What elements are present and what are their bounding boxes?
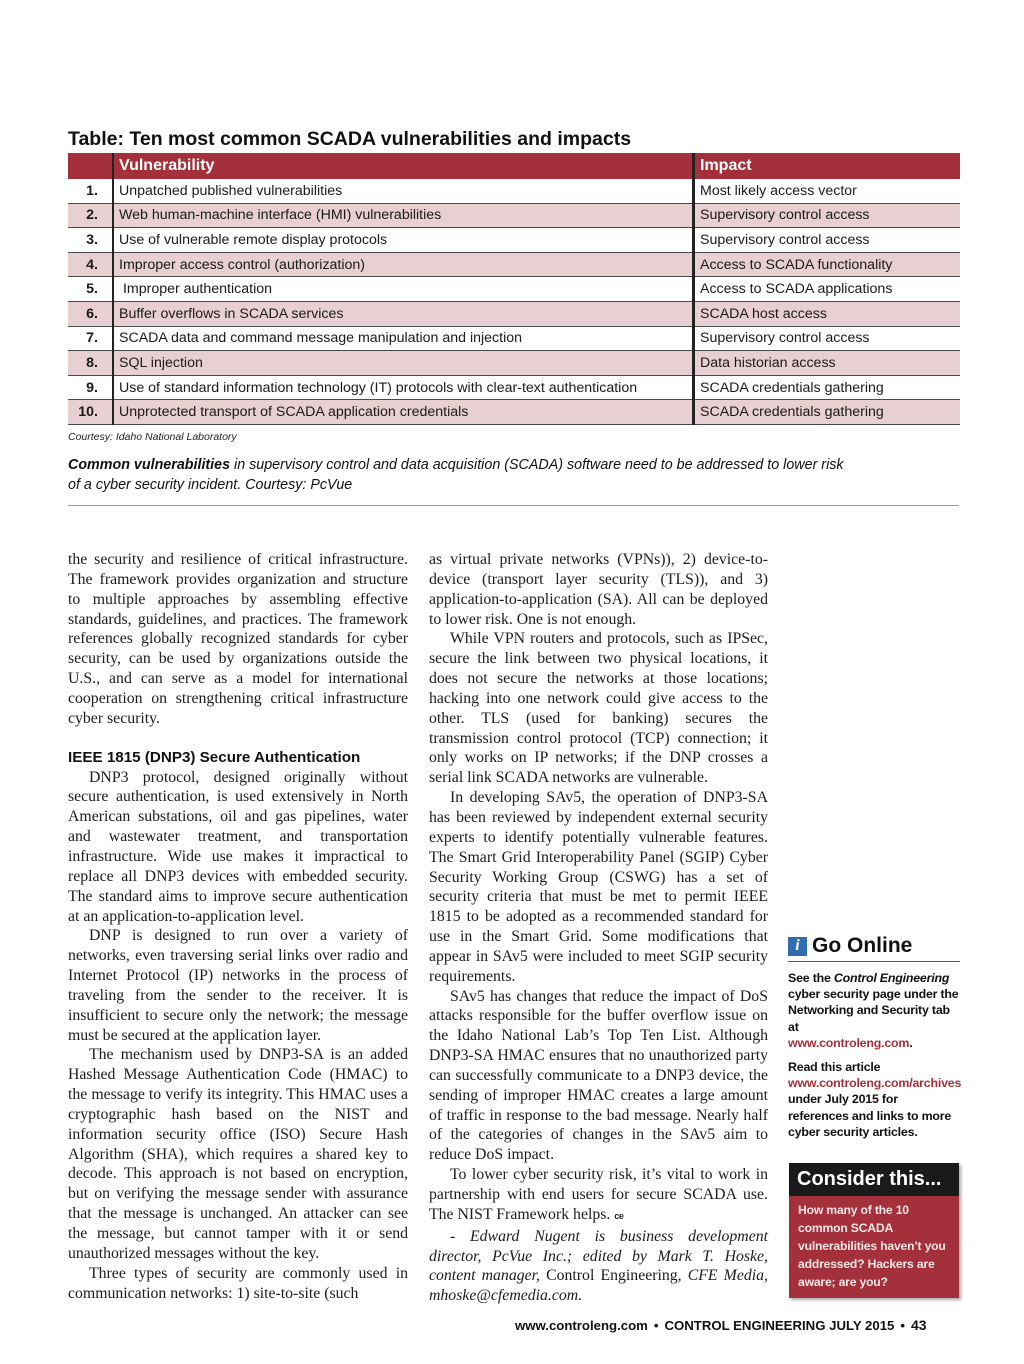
row-impact: Access to SCADA applications <box>694 277 961 302</box>
row-vulnerability: Unprotected transport of SCADA application credentials <box>113 400 694 425</box>
byline-publication: Control Engineering <box>546 1267 678 1285</box>
table-row <box>68 400 960 425</box>
controleng-link[interactable]: www.controleng.com <box>788 1035 910 1050</box>
go-online-text <box>788 970 960 1140</box>
byline-end: , CFE Media, mhoske@cfemedia.com. <box>429 1267 768 1305</box>
row-number: 7. <box>68 326 113 351</box>
row-number: 9. <box>68 375 113 400</box>
sidebar-text-part: Read this article <box>788 1060 881 1075</box>
row-impact: SCADA credentials gathering <box>694 400 961 425</box>
page-footer <box>515 1317 927 1333</box>
table-header-vulnerability: Vulnerability <box>113 153 694 179</box>
row-vulnerability: Unpatched published vulnerabilities <box>113 179 694 203</box>
paragraph: DNP is designed to run over a variety of networks, even traversing serial links over radio and Internet Protocol (IP) networks in the process of traveling from the sender to the receiver. It is insufficient to secure only the network; the message must be secured at the application layer. <box>68 927 408 1044</box>
consider-this-text: How many of the 10 common SCADA vulnerabilities haven’t you addressed? Hackers are aware; are you? <box>798 1203 946 1289</box>
table-row <box>68 326 960 351</box>
sidebar-text-part: . <box>909 1035 913 1050</box>
footer-separator: • <box>653 1318 659 1333</box>
paragraph: The mechanism used by DNP3-SA is an added Hashed Message Authentication Code (HMAC) to the message to verify its integrity. This HMAC uses a cryptographic hash based on the NIST and information security office (ISO) Secure Hash Algorithm (SHA), which requires a shared key to decode. This approach is not based on encryption, but on verifying the message sender with assurance that the message is unchanged. An attacker can see the message, but cannot tamper with it or send unauthorized messages without the key. <box>68 1046 408 1262</box>
row-number: 5. <box>68 277 113 302</box>
table-row <box>68 277 960 302</box>
row-number: 4. <box>68 252 113 277</box>
section-heading: IEEE 1815 (DNP3) Secure Authentication <box>68 748 361 766</box>
table-row <box>68 179 960 203</box>
table-header-number <box>68 153 113 179</box>
paragraph: SAv5 has changes that reduce the impact of DoS attacks responsible for the buffer overflow issue on the Idaho National Lab’s Top Ten List. Although DNP3-SA HMAC ensures that no unauthorized party can successfully communicate to a DNP3 device, the sending of improper HMAC creates a large amount of traffic in response to the bad message. Nearly half of the categories of changes in the SAv5 aim to reduce DoS impact. <box>429 987 768 1164</box>
section-divider <box>68 505 959 506</box>
table-row <box>68 375 960 400</box>
author-byline <box>429 1227 768 1306</box>
paragraph <box>429 1165 768 1227</box>
paragraph: the security and resilience of critical infrastructure. The framework provides organization and structure to multiple approaches by assembling effective standards, guidelines, and practices. The framework references globally recognized standards for cyber security, can be used by organizations outside the U.S., and can serve as a model for international cooperation on strengthening critical infrastructure cyber security. <box>68 551 408 727</box>
table-row <box>68 228 960 253</box>
go-online-header <box>788 934 960 962</box>
footer-separator: • <box>900 1318 905 1333</box>
vulnerability-table <box>68 153 960 425</box>
go-online-title: Go Online <box>812 934 913 957</box>
footer-magazine: CONTROL ENGINEERING JULY 2015 <box>664 1318 895 1333</box>
row-impact: Access to SCADA functionality <box>694 252 961 277</box>
figure-caption <box>68 455 858 495</box>
sidebar-publication-name: Control Engineering <box>833 971 950 985</box>
paragraph: In developing SAv5, the operation of DNP3-SA has been reviewed by independent external security experts to identify potentially vulnerable features. The Smart Grid Interoperability Panel (SGIP) Cyber Security Working Group (CSWG) has a set of security criteria that must be met to permit IEEE 1815 to be adopted as a recommended standard for use in the Smart Grid. Some modifications that appear in SAv5 were included to meet SGIP security requirements. <box>429 789 768 985</box>
row-vulnerability: Buffer overflows in SCADA services <box>113 301 694 326</box>
sidebar-text-part: under July 2015 for references and links to more cyber security articles. <box>788 1092 952 1139</box>
paragraph: DNP3 protocol, designed originally without secure authentication, is used extensively in North American substations, oil and gas pipelines, water and wastewater treatment, and transportation infrastructure. Wide use makes it impractical to replace all DNP3 devices with embedded security. The standard aims to improve secure authentication at an application-to-application level. <box>68 768 408 925</box>
row-vulnerability: SCADA data and command message manipulation and injection <box>113 326 694 351</box>
row-impact: Supervisory control access <box>694 326 961 351</box>
table-title: Table: Ten most common SCADA vulnerabilities and impacts <box>68 128 632 150</box>
row-impact: SCADA host access <box>694 301 961 326</box>
paragraph: as virtual private networks (VPNs)), 2) device-to-device (transport layer security (TLS)), and 3) application-to-application (SA). All can be deployed to lower risk. One is not enough. <box>429 551 768 628</box>
row-vulnerability: Use of vulnerable remote display protocols <box>113 228 694 253</box>
info-icon: i <box>788 937 807 956</box>
article-column-2 <box>429 550 768 1306</box>
go-online-paragraph <box>788 1059 960 1140</box>
paragraph: Three types of security are commonly used in communication networks: 1) site-to-site (such <box>68 1264 408 1302</box>
table-courtesy: Courtesy: Idaho National Laboratory <box>68 431 237 443</box>
footer-site: www.controleng.com <box>515 1318 648 1333</box>
article-column-1 <box>68 550 408 1303</box>
table-row <box>68 252 960 277</box>
row-vulnerability: SQL injection <box>113 351 694 376</box>
row-vulnerability: Web human-machine interface (HMI) vulnerabilities <box>113 203 694 228</box>
go-online-box <box>788 934 960 1140</box>
table-header-row <box>68 153 960 179</box>
sidebar-text-part: See the <box>788 971 834 985</box>
row-number: 1. <box>68 179 113 203</box>
row-vulnerability: Improper access control (authorization) <box>113 252 694 277</box>
row-impact: Supervisory control access <box>694 228 961 253</box>
sidebar-text-part: cyber security page under the Networking and Security tab at <box>788 987 959 1034</box>
caption-lead: Common vulnerabilities <box>68 457 231 473</box>
row-impact: Data historian access <box>694 351 961 376</box>
row-vulnerability: Improper authentication <box>113 277 694 302</box>
archives-link[interactable]: www.controleng.com/archives <box>788 1076 962 1091</box>
row-number: 6. <box>68 301 113 326</box>
caption-text: in supervisory control and data acquisition (SCADA) software need to be addressed to lower risk of a cyber security incident. Courtesy: PcVue <box>68 457 844 493</box>
consider-this-title: Consider this... <box>789 1163 959 1196</box>
go-online-paragraph <box>788 970 960 1051</box>
table-row <box>68 203 960 228</box>
consider-this-box <box>789 1163 959 1298</box>
table-row <box>68 301 960 326</box>
row-impact: SCADA credentials gathering <box>694 375 961 400</box>
row-vulnerability: Use of standard information technology (IT) protocols with clear-text authentication <box>113 375 694 400</box>
page-number: 43 <box>911 1317 927 1333</box>
row-number: 8. <box>68 351 113 376</box>
closing-text: To lower cyber security risk, it’s vital to work in partnership with end users for secure SCADA use. The NIST Framework helps. <box>429 1166 768 1223</box>
row-impact: Supervisory control access <box>694 203 961 228</box>
row-number: 10. <box>68 400 113 425</box>
paragraph: While VPN routers and protocols, such as IPSec, secure the link between two physical locations, it does not secure the networks at those locations; hacking into one network could give access to the other. TLS (used for banking) secures the transmission control protocol (TCP) connection; it only works on IP networks; if the DNP crosses a serial link SCADA networks are vulnerable. <box>429 630 768 787</box>
row-number: 2. <box>68 203 113 228</box>
byline-text: - Edward Nugent is business development director, PcVue Inc.; edited by Mark T. Hoske, content manager, <box>429 1227 768 1285</box>
row-impact: Most likely access vector <box>694 179 961 203</box>
row-number: 3. <box>68 228 113 253</box>
table-header-impact: Impact <box>694 153 961 179</box>
table-row <box>68 351 960 376</box>
end-mark-logo: ce <box>614 1210 624 1221</box>
